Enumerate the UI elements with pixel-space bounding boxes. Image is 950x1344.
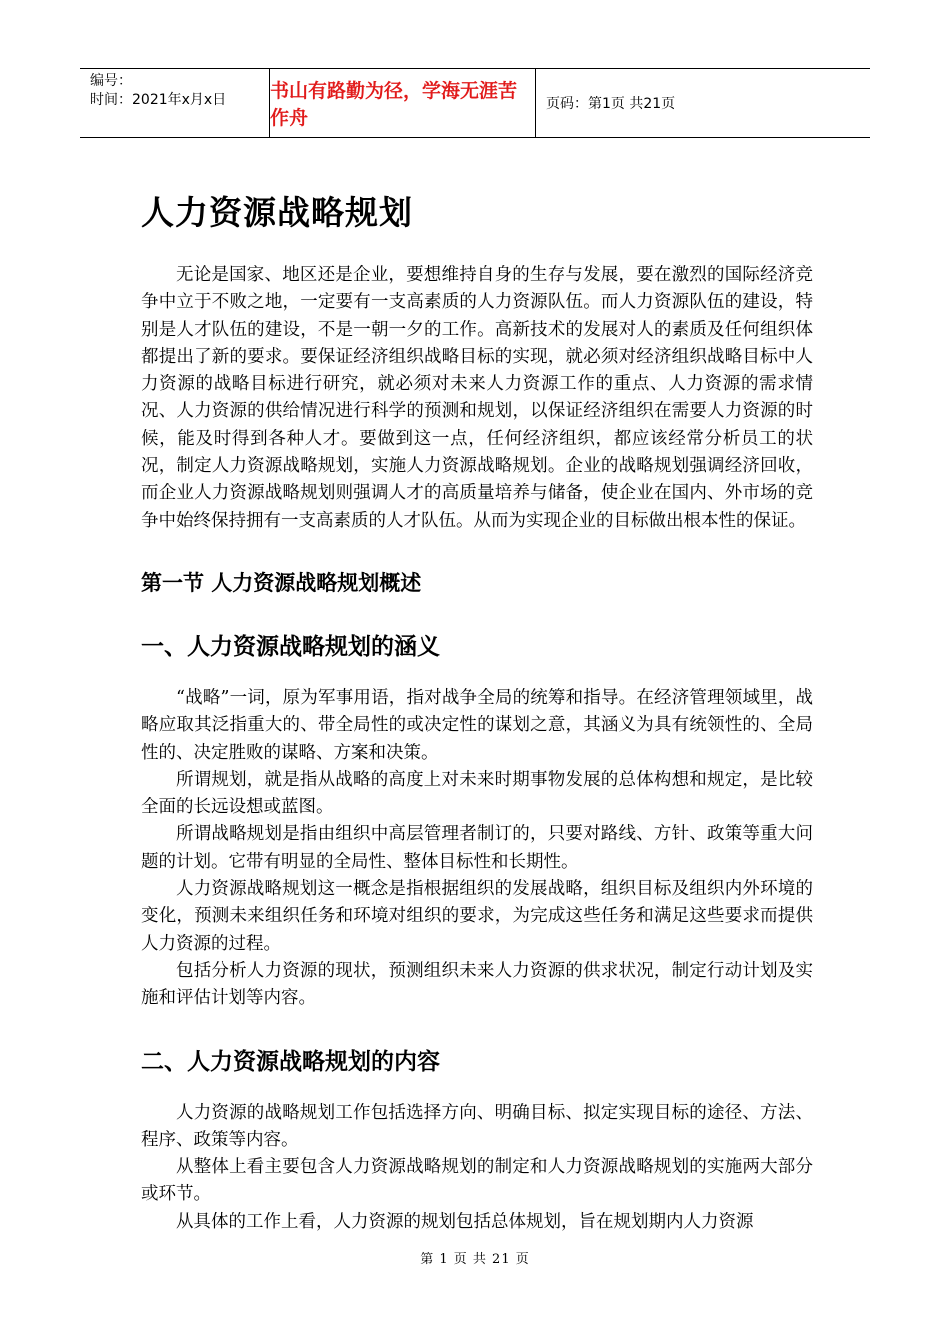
- page-footer: 第 1 页 共 21 页: [420, 1252, 530, 1267]
- page-header: [80, 68, 870, 138]
- paragraph: 从整体上看主要包含人力资源战略规划的制定和人力资源战略规划的实施两大部分或环节。: [141, 1157, 813, 1205]
- document-body: [141, 190, 813, 1236]
- paragraph: 包括分析人力资源的现状，预测组织未来人力资源的供求状况，制定行动计划及实施和评估计划等内容。: [141, 960, 813, 1009]
- paragraph: 人力资源战略规划这一概念是指根据组织的发展战略，组织目标及组织内外环境的变化，预测未来组织任务和环境对组织的要求，为完成这些任务和满足这些要求而提供人力资源的过程。: [141, 879, 813, 954]
- header-page-info: 页码：第1页 共21页: [546, 96, 676, 112]
- section-heading: 第一节 人力资源战略规划概述: [141, 570, 422, 595]
- document-title: 人力资源战略规划: [141, 193, 413, 232]
- header-meta: [80, 69, 270, 137]
- paragraph: 从具体的工作上看，人力资源的规划包括总体规划，旨在规划期内人力资源: [176, 1211, 754, 1232]
- paragraph: 所谓战略规划是指由组织中高层管理者制订的，只要对路线、方针、政策等重大问题的计划。它带有明显的全局性、整体目标性和长期性。: [141, 824, 813, 872]
- paragraph: 人力资源的战略规划工作包括选择方向、明确目标、拟定实现目标的途径、方法、程序、政策等内容。: [141, 1102, 813, 1150]
- intro-paragraph: 无论是国家、地区还是企业，要想维持自身的生存与发展，要在激烈的国际经济竞争中立于不败之地，一定要有一支高素质的人力资源队伍。而人力资源队伍的建设，特别是人才队伍的建设，不是一朝一夕的工作。高新技术的发展对人的素质及任何组织体都提出了新的要求。要保证经济组织战略目标的实现，就必须对经济组织战略目标中人力资源的战略目标进行研究，就必须对未来人力资源工作的重点、人力资源的需求情况、人力资源的供给情况进行科学的预测和规划，以保证经济组织在需要人力资源的时候，能及时得到各种人才。要做到这一点，任何经济组织，都应该经常分析员工的状况，制定人力资源战略规划，实施人力资源战略规划。企业的战略规划强调经济回收，而企业人力资源战略规划则强调人才的高质量培养与储备，使企业在国内、外市场的竞争中始终保持拥有一支高素质的人才队伍。从而为实现企业的目标做出根本性的保证。: [141, 265, 813, 531]
- header-motto: 书山有路勤为径，学海无涯苦作舟: [270, 69, 536, 137]
- subsection-heading-2: 二、人力资源战略规划的内容: [141, 1048, 440, 1075]
- paragraph: “战略”一词，原为军事用语，指对战争全局的统筹和指导。在经济管理领域里，战略应取其泛指重大的、带全局性的或决定性的谋划之意，其涵义为具有统领性的、全局性的、决定胜败的谋略、方案和决策。: [141, 687, 813, 763]
- document-number-label: 编号：: [90, 73, 132, 89]
- paragraph: 所谓规划，就是指从战略的高度上对未来时期事物发展的总体构想和规定，是比较全面的长远设想或蓝图。: [141, 769, 813, 818]
- document-date-label: 时间：2021年x月x日: [90, 92, 227, 108]
- subsection-heading-1: 一、人力资源战略规划的涵义: [141, 633, 440, 660]
